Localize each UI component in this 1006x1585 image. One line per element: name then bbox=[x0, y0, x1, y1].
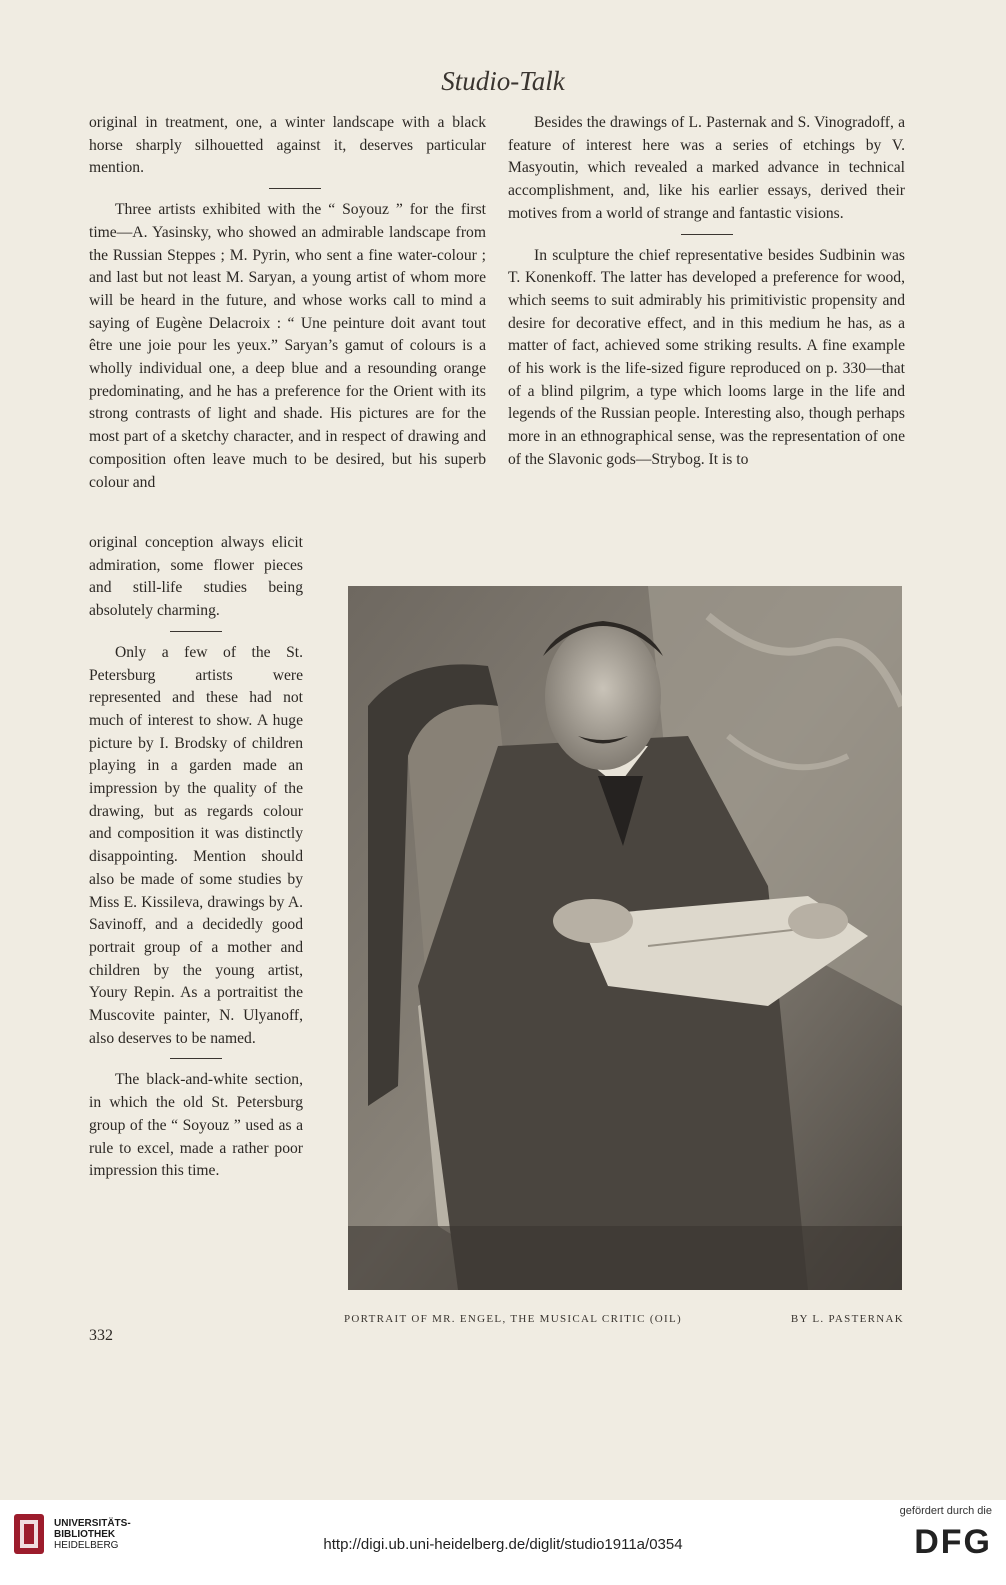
funded-by-label: gefördert durch die bbox=[899, 1505, 992, 1517]
figure-caption bbox=[344, 1313, 904, 1325]
section-divider bbox=[269, 188, 321, 189]
section-divider bbox=[170, 1058, 222, 1059]
left-column-top bbox=[89, 112, 486, 494]
paragraph: Only a few of the St. Petersburg artists were represented and these had not much of interest to show. A huge picture by I. Brodsky of children playing in a garden made an impression by the quality of the drawing, but as regards colour and composition it was distinctly disappointing. Mention should also be made of some studies by Miss E. Kissileva, drawings by A. Savinoff, and a decidedly good portrait group of a mother and children by the young artist, Youry Repin. As a portraitist the Muscovite painter, N. Ulyanoff, also deserves to be named. bbox=[89, 643, 303, 1047]
running-title: Studio-Talk bbox=[441, 66, 565, 96]
caption-title: PORTRAIT OF MR. ENGEL, THE MUSICAL CRITIC (OIL) bbox=[344, 1313, 682, 1325]
paragraph: original in treatment, one, a winter landscape with a black horse sharply silhouetted against it, deserves particular mention. bbox=[89, 114, 486, 177]
library-name-line: HEIDELBERG bbox=[54, 1539, 119, 1551]
section-divider bbox=[681, 234, 733, 235]
funder-logo bbox=[900, 1505, 992, 1562]
portrait-illustration bbox=[348, 586, 902, 1290]
paragraph: The black-and-white section, in which the old St. Petersburg group of the “ Soyouz ” used as a rule to excel, made a rather poor impression this time. bbox=[89, 1071, 303, 1180]
portrait-painting bbox=[348, 586, 902, 1290]
caption-artist: BY L. PASTERNAK bbox=[790, 1313, 904, 1325]
right-column bbox=[508, 112, 905, 472]
page-number: 332 bbox=[89, 1327, 113, 1344]
library-name-line: BIBLIOTHEK bbox=[54, 1528, 116, 1540]
source-url[interactable]: http://digi.ub.uni-heidelberg.de/diglit/studio1911a/0354 bbox=[323, 1536, 683, 1553]
dfg-logo: DFG bbox=[914, 1523, 992, 1561]
section-divider bbox=[170, 631, 222, 632]
paragraph: Three artists exhibited with the “ Soyouz ” for the first time—A. Yasinsky, who showed an admirable landscape from the Russian Steppes ; M. Pyrin, who sent a fine water-colour ; and last but not least M. Saryan, a young artist of whom more will be heard in the future, and whose works call to mind a saying of Eugène Delacroix : “ Une peinture doit avant tout être une joie pour les yeux.” Saryan’s gamut of colours is a wholly individual one, a deep blue and a resounding orange predominating, and he has a preference for the Orient with its strong contrasts of light and shade. His pictures are for the most part of a sketchy character, and in respect of drawing and composition often leave much to be desired, but his superb colour and bbox=[89, 201, 486, 491]
paragraph: original conception always elicit admiration, some flower pieces and still-life studies being absolutely charming. bbox=[89, 534, 303, 620]
library-name-line: UNIVERSITÄTS- bbox=[54, 1517, 131, 1529]
paragraph: In sculpture the chief representative besides Sudbinin was T. Konenkoff. The latter has developed a preference for wood, which seems to suit admirably his primitivistic propensity and desire for decorative effect, and in this medium he has, as a matter of fact, achieved some striking results. A fine example of his work is the life-sized figure reproduced on p. 330—that of a blind pilgrim, a type which looms large in the life and legends of the Russian people. Interesting also, though perhaps more in an ethnographical sense, was the representation of one of the Slavonic gods—Strybog. It is to bbox=[508, 246, 905, 468]
paragraph: Besides the drawings of L. Pasternak and S. Vinogradoff, a feature of interest here was a series of etchings by V. Masyoutin, which revealed a marked advance in technical accomplishment, and, like his earlier essays, derived their motives from a world of strange and fantastic visions. bbox=[508, 114, 905, 222]
left-column-narrow bbox=[89, 532, 303, 1183]
